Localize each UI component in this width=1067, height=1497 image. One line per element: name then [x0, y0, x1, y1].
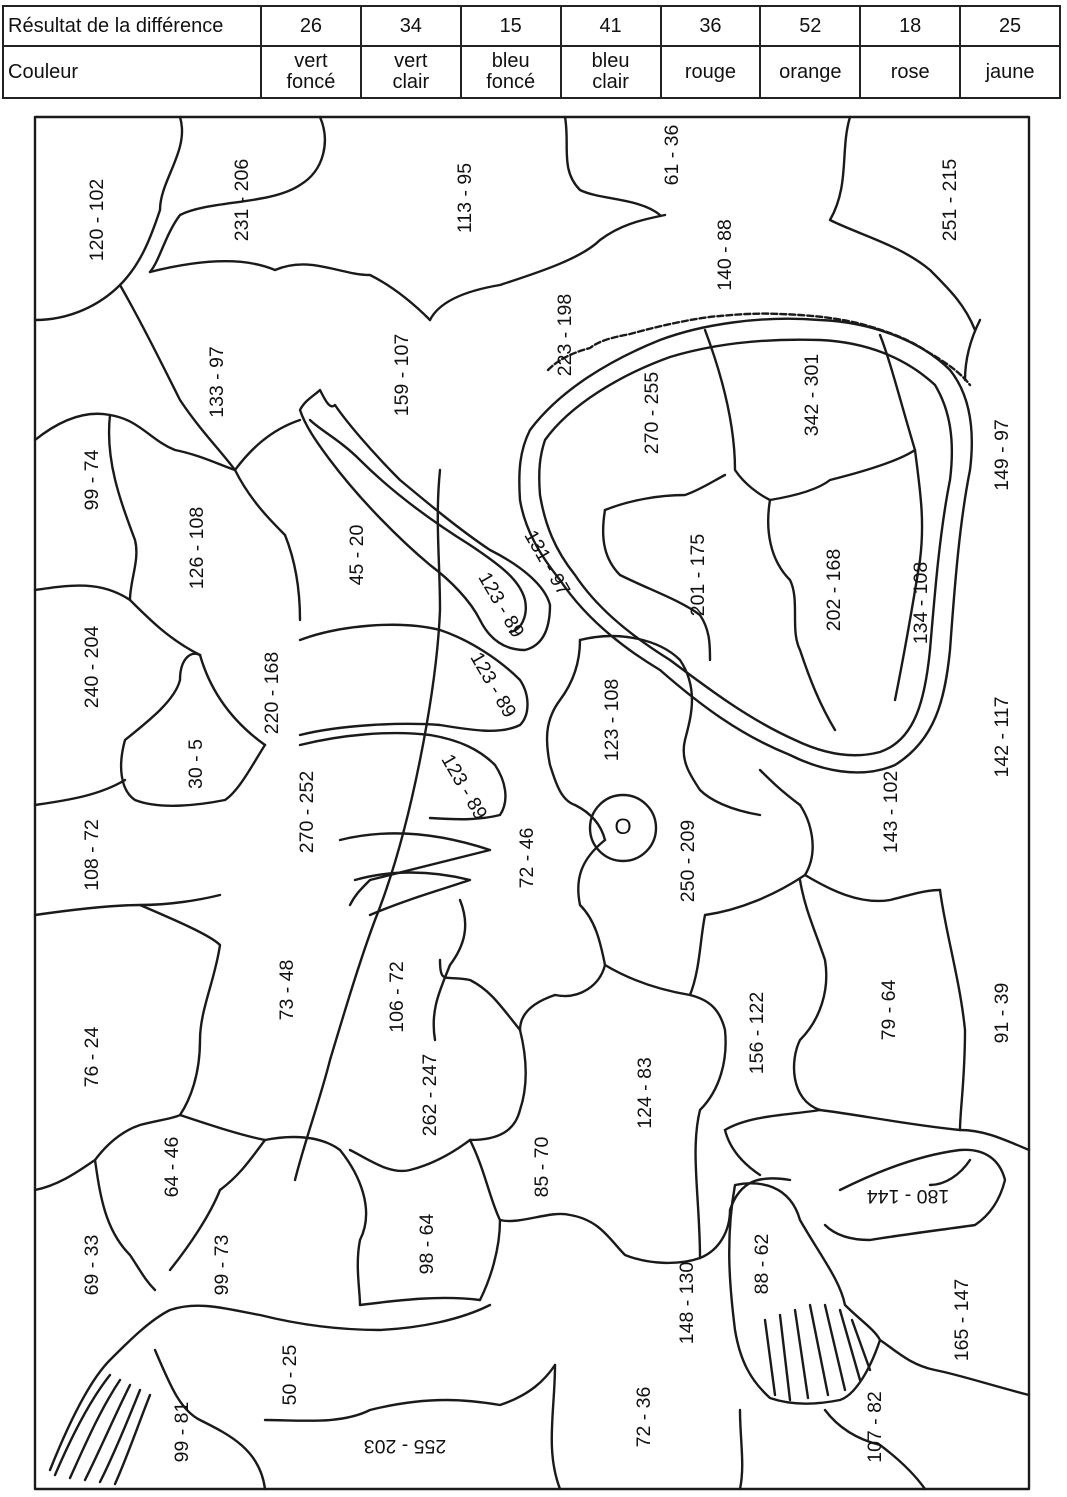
legend-result-cell: 34	[361, 6, 461, 46]
region-label: 85 - 70	[531, 1136, 553, 1198]
legend-result-cell: 26	[261, 6, 361, 46]
eye-letter: O	[614, 814, 632, 839]
region-label: 123 - 89	[465, 648, 521, 722]
region-label: 99 - 73	[211, 1234, 233, 1296]
region-label: 201 - 175	[687, 533, 709, 617]
region-label: 142 - 117	[991, 696, 1013, 778]
legend-result-cell: 18	[860, 6, 960, 46]
legend-color-cell: vert foncé	[261, 46, 361, 98]
region-label: 156 - 122	[746, 991, 768, 1075]
region-label: 126 - 108	[186, 506, 208, 590]
region-label: 123 - 89	[473, 568, 529, 642]
region-label: 73 - 48	[276, 959, 298, 1021]
region-label: 251 - 215	[939, 158, 961, 242]
region-label: 72 - 46	[516, 827, 538, 889]
legend-result-cell: 52	[760, 6, 860, 46]
legend-results-heading: Résultat de la différence	[3, 6, 261, 46]
legend-color-cell: rose	[860, 46, 960, 98]
legend-color-cell: orange	[760, 46, 860, 98]
region-label: 240 - 204	[81, 625, 103, 709]
region-label: 72 - 36	[633, 1386, 655, 1448]
region-label: 202 - 168	[823, 548, 845, 632]
region-label: 223 - 198	[554, 293, 576, 377]
region-label: 79 - 64	[878, 979, 900, 1041]
region-label: 140 - 88	[714, 219, 736, 291]
region-label: 231 - 206	[231, 158, 253, 242]
hat-shape	[519, 314, 972, 773]
region-label: 123 - 108	[601, 678, 623, 762]
region-label: 45 - 20	[346, 524, 368, 586]
region-label: 91 - 39	[991, 982, 1013, 1044]
region-label: 106 - 72	[386, 961, 408, 1033]
region-label: 108 - 72	[81, 819, 103, 891]
region-label: 342 - 301	[801, 353, 823, 437]
legend-result-cell: 36	[661, 6, 761, 46]
region-label: 255 - 203	[363, 1435, 447, 1457]
region-label: 50 - 25	[279, 1344, 301, 1406]
region-label: 107 - 82	[864, 1391, 886, 1463]
region-label: 69 - 33	[81, 1234, 103, 1296]
region-label: 143 - 102	[880, 770, 902, 854]
region-label: 270 - 255	[641, 371, 663, 455]
region-label: 98 - 64	[416, 1213, 438, 1275]
region-label: 270 - 252	[296, 770, 318, 854]
region-label: 61 - 36	[661, 124, 683, 186]
region-label: 250 - 209	[677, 819, 699, 903]
region-label: 165 - 147	[951, 1278, 973, 1362]
region-label: 76 - 24	[81, 1026, 103, 1088]
region-label: 220 - 168	[261, 651, 283, 735]
region-label: 30 - 5	[185, 739, 207, 789]
region-label: 159 - 107	[391, 333, 413, 417]
legend-colors-heading: Couleur	[3, 46, 261, 98]
region-label: 64 - 46	[161, 1136, 183, 1198]
region-label: 99 - 74	[81, 449, 103, 511]
region-label: 124 - 83	[634, 1057, 656, 1129]
region-label: 131 - 97	[519, 526, 575, 600]
legend-result-cell: 15	[461, 6, 561, 46]
region-label: 120 - 102	[86, 178, 108, 262]
region-label: 262 - 247	[419, 1053, 441, 1137]
legend-color-cell: rouge	[661, 46, 761, 98]
region-label: 99 - 81	[171, 1401, 193, 1463]
legend-result-cell: 25	[960, 6, 1060, 46]
region-label: 148 - 130	[676, 1261, 698, 1345]
legend-result-cell: 41	[561, 6, 661, 46]
region-label: 133 - 97	[206, 346, 228, 418]
region-label: 113 - 95	[454, 162, 476, 234]
legend-color-cell: jaune	[960, 46, 1060, 98]
legend-color-cell: bleu clair	[561, 46, 661, 98]
region-label: 123 - 89	[436, 750, 492, 824]
region-label: 134 - 108	[910, 561, 932, 645]
region-label: 149 - 97	[991, 419, 1013, 491]
region-label: 180 - 144	[866, 1185, 950, 1207]
legend-color-cell: vert clair	[361, 46, 461, 98]
region-label: 88 - 62	[751, 1233, 773, 1295]
legend-color-cell: bleu foncé	[461, 46, 561, 98]
